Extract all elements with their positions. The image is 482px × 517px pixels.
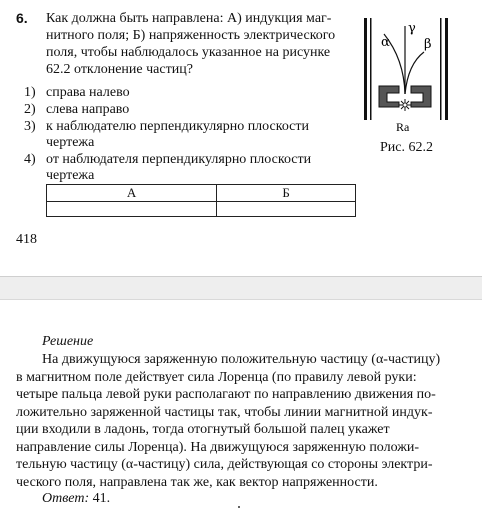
answer-label: Ответ: — [42, 491, 90, 506]
option-3: 3) к наблюдателю перпендикулярно плоскости — [24, 119, 309, 134]
answer-cell-b — [217, 202, 356, 217]
beta-label: β — [424, 37, 432, 52]
option-1: 1) справа налево — [24, 85, 130, 100]
answer-value: 41. — [92, 491, 111, 506]
option-2: 2) слева направо — [24, 102, 130, 117]
figure-caption: Рис. 62.2 — [380, 140, 433, 155]
solution-line: На движущуюся заряженную положительную частицу (α-частицу) — [42, 352, 441, 367]
right-plate-inner — [440, 18, 442, 120]
answer-cell-a — [47, 202, 217, 217]
solution-heading: Решение — [42, 334, 94, 349]
solution-line: направление силы Лоренца). На движущуюся заряженную положи- — [16, 440, 420, 455]
source-dot — [403, 103, 407, 107]
solution-line: тельную частицу (α-частицу) сила, действующая со стороны электри- — [16, 457, 433, 472]
lead-block-left — [379, 86, 399, 107]
left-plate — [364, 18, 367, 120]
solution-line: в магнитном поле действует сила Лоренца (по правилу левой руки: — [16, 370, 417, 385]
right-plate — [445, 18, 448, 120]
page-number: 418 — [16, 232, 37, 247]
question-text-line: 62.2 отклонение частиц? — [46, 62, 193, 77]
question-text-line: нитного поля; Б) напряженность электрического — [46, 28, 336, 43]
answer-table — [46, 184, 356, 217]
question-number: 6. — [16, 10, 28, 26]
solution-line: ческого поля, направлена так же, как вектор напряженности. — [16, 475, 378, 490]
answer-line — [42, 491, 110, 507]
gamma-label: γ — [408, 21, 416, 36]
option-4: 4) от наблюдателя перпендикулярно плоскости — [24, 152, 312, 167]
alpha-label: α — [381, 35, 390, 50]
left-plate-inner — [370, 18, 372, 120]
page-separator — [0, 276, 482, 300]
lead-block-right — [411, 86, 431, 107]
option-4-continuation: чертежа — [46, 168, 95, 183]
question-text-line: Как должна быть направлена: А) индукция маг- — [46, 11, 332, 26]
answer-col-b-header: Б — [217, 185, 356, 202]
particle-deflection-figure — [362, 14, 452, 136]
answer-col-a-header: А — [47, 185, 217, 202]
scan-dot — [238, 506, 240, 508]
solution-line: ложительно заряженной частицы так, чтобы линии магнитной индук- — [16, 405, 433, 420]
solution-line: четыре пальца левой руки располагают по направлению движения по- — [16, 387, 436, 402]
source-label: Ra — [396, 120, 410, 134]
question-text-line: поля, чтобы наблюдалось указанное на рисунке — [46, 45, 331, 60]
option-3-continuation: чертежа — [46, 135, 95, 150]
solution-line: ции входили в ладонь, тогда отогнутый большой палец укажет — [16, 422, 390, 437]
